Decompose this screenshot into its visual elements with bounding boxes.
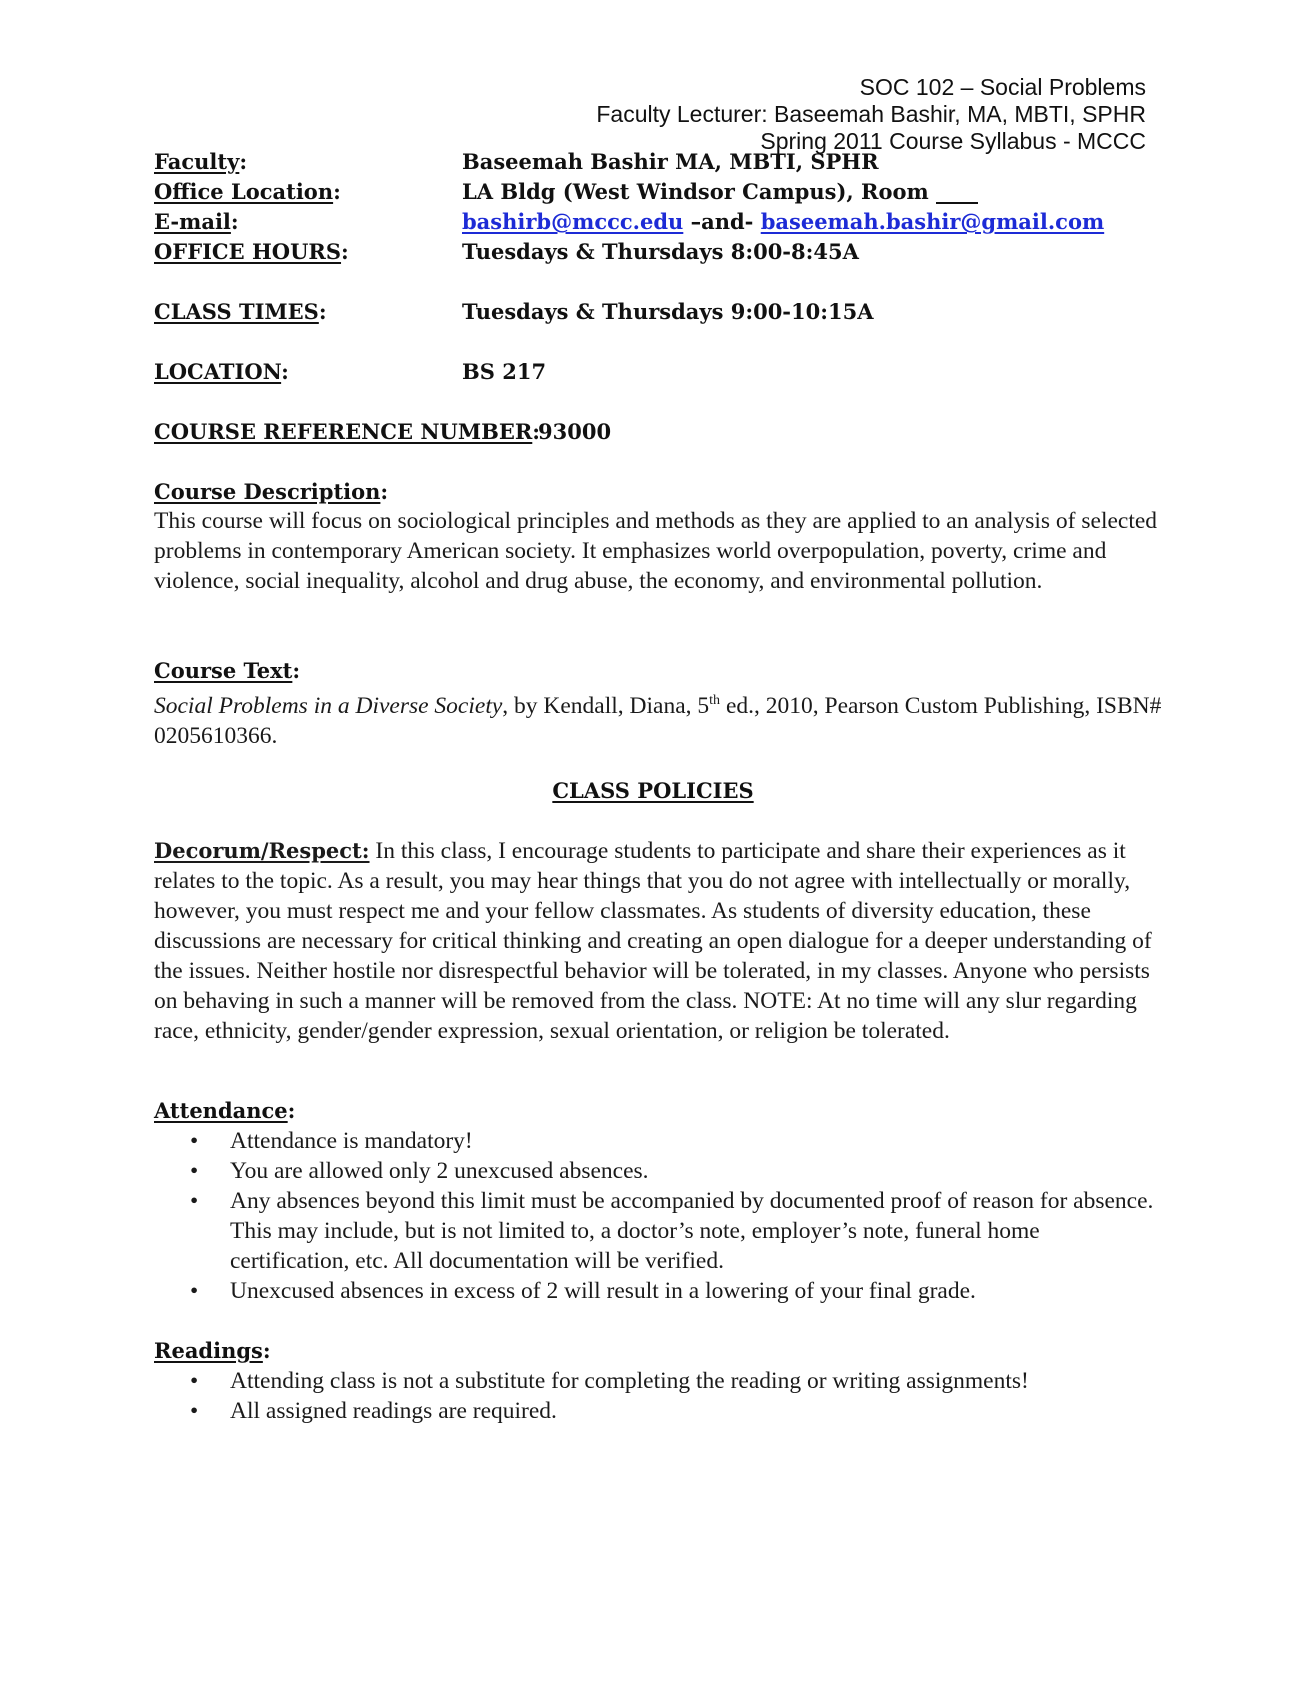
hours-value: Tuesdays & Thursdays 8:00-8:45A bbox=[462, 239, 859, 264]
email-separator: –and- bbox=[683, 209, 761, 234]
location-label: LOCATION bbox=[154, 359, 282, 384]
office-label: Office Location bbox=[154, 179, 334, 204]
bullet-icon: • bbox=[190, 1128, 199, 1154]
bullet-icon: • bbox=[190, 1158, 199, 1184]
list-item: • You are allowed only 2 unexcused absences. bbox=[190, 1158, 649, 1184]
attendance-heading: Attendance: bbox=[154, 1098, 296, 1123]
decorum-paragraph bbox=[154, 836, 1164, 1046]
course-title: SOC 102 – Social Problems bbox=[859, 74, 1146, 100]
faculty-value: Baseemah Bashir MA, MBTI, SPHR bbox=[462, 149, 879, 174]
course-text-heading: Course Text: bbox=[154, 658, 301, 683]
list-item: • Attendance is mandatory! bbox=[190, 1128, 473, 1154]
list-item: • Any absences beyond this limit must be accompanied by documented proof of reason for absence. This may include, but is not limited to, a doctor’s note, employer’s note, funeral home certification, etc. All documentation will be verified. bbox=[190, 1188, 1154, 1274]
times-label: CLASS TIMES bbox=[154, 299, 319, 324]
decorum-text: In this class, I encourage students to participate and share their experiences as it relates to the topic. As a result, you may hear things that you do not agree with intellectually or morally, however, you must respect me and your fellow classmates. As students of diversity education, these discussions are necessary for critical thinking and creating an open dialogue for a deeper understanding of the issues. Neither hostile nor disrespectful behavior will be tolerated, in my classes. Anyone who persists on behaving in such a manner will be removed from the class. NOTE: At no time will any slur regarding race, ethnicity, gender/gender expression, sexual orientation, or religion be tolerated. bbox=[154, 838, 1152, 1044]
bullet-icon: • bbox=[190, 1278, 199, 1304]
email-link-mccc[interactable]: bashirb@mccc.edu bbox=[462, 209, 684, 234]
course-description-text: This course will focus on sociological principles and methods as they are applied to an analysis of selected problems in contemporary American society. It emphasizes world overpopulation, poverty, crime and violence, social inequality, alcohol and drug abuse, the economy, and environmental pollution. bbox=[154, 508, 1158, 594]
location-label-row: LOCATION: bbox=[154, 359, 289, 384]
list-item: • All assigned readings are required. bbox=[190, 1398, 557, 1424]
crn-label: COURSE REFERENCE NUMBER bbox=[154, 419, 533, 444]
course-description-heading: Course Description: bbox=[154, 479, 389, 504]
email-label: E-mail bbox=[154, 209, 231, 234]
office-label-row: Office Location: bbox=[154, 179, 341, 204]
bullet-icon: • bbox=[190, 1368, 199, 1394]
email-label-row: E-mail: bbox=[154, 209, 239, 234]
crn-value: 93000 bbox=[538, 419, 612, 444]
readings-list bbox=[154, 1366, 1164, 1426]
times-value: Tuesdays & Thursdays 9:00-10:15A bbox=[462, 299, 874, 324]
location-value: BS 217 bbox=[462, 359, 547, 384]
faculty-lecturer-line: Faculty Lecturer: Baseemah Bashir, MA, MBTI, SPHR bbox=[596, 101, 1146, 127]
faculty-label-row: Faculty: bbox=[154, 149, 248, 174]
list-item: • Attending class is not a substitute for completing the reading or writing assignments! bbox=[190, 1368, 1029, 1394]
readings-heading: Readings: bbox=[154, 1338, 271, 1363]
email-link-gmail[interactable]: baseemah.bashir@gmail.com bbox=[760, 209, 1105, 234]
bullet-icon: • bbox=[190, 1398, 199, 1424]
decorum-heading: Decorum/Respect: bbox=[154, 838, 370, 863]
attendance-list bbox=[154, 1126, 1164, 1306]
course-text-citation: Social Problems in a Diverse Society, by Kendall, Diana, 5th ed., 2010, Pearson Custom Publishing, ISBN# 0205610366. bbox=[154, 693, 1162, 749]
list-item: • Unexcused absences in excess of 2 will result in a lowering of your final grade. bbox=[190, 1278, 976, 1304]
hours-label: OFFICE HOURS bbox=[154, 239, 342, 264]
document-header bbox=[596, 74, 1146, 155]
book-title: Social Problems in a Diverse Society bbox=[154, 693, 503, 719]
office-value: LA Bldg (West Windsor Campus), Room ____ bbox=[462, 179, 978, 204]
syllabus-term-line: Spring 2011 Course Syllabus - MCCC bbox=[760, 128, 1146, 154]
faculty-label: Faculty bbox=[154, 149, 240, 174]
email-value bbox=[462, 207, 1104, 237]
times-label-row: CLASS TIMES: bbox=[154, 299, 327, 324]
hours-label-row: OFFICE HOURS: bbox=[154, 239, 349, 264]
crn-label-row: COURSE REFERENCE NUMBER: bbox=[154, 419, 541, 444]
bullet-icon: • bbox=[190, 1188, 199, 1214]
class-policies-heading: CLASS POLICIES bbox=[552, 778, 754, 803]
